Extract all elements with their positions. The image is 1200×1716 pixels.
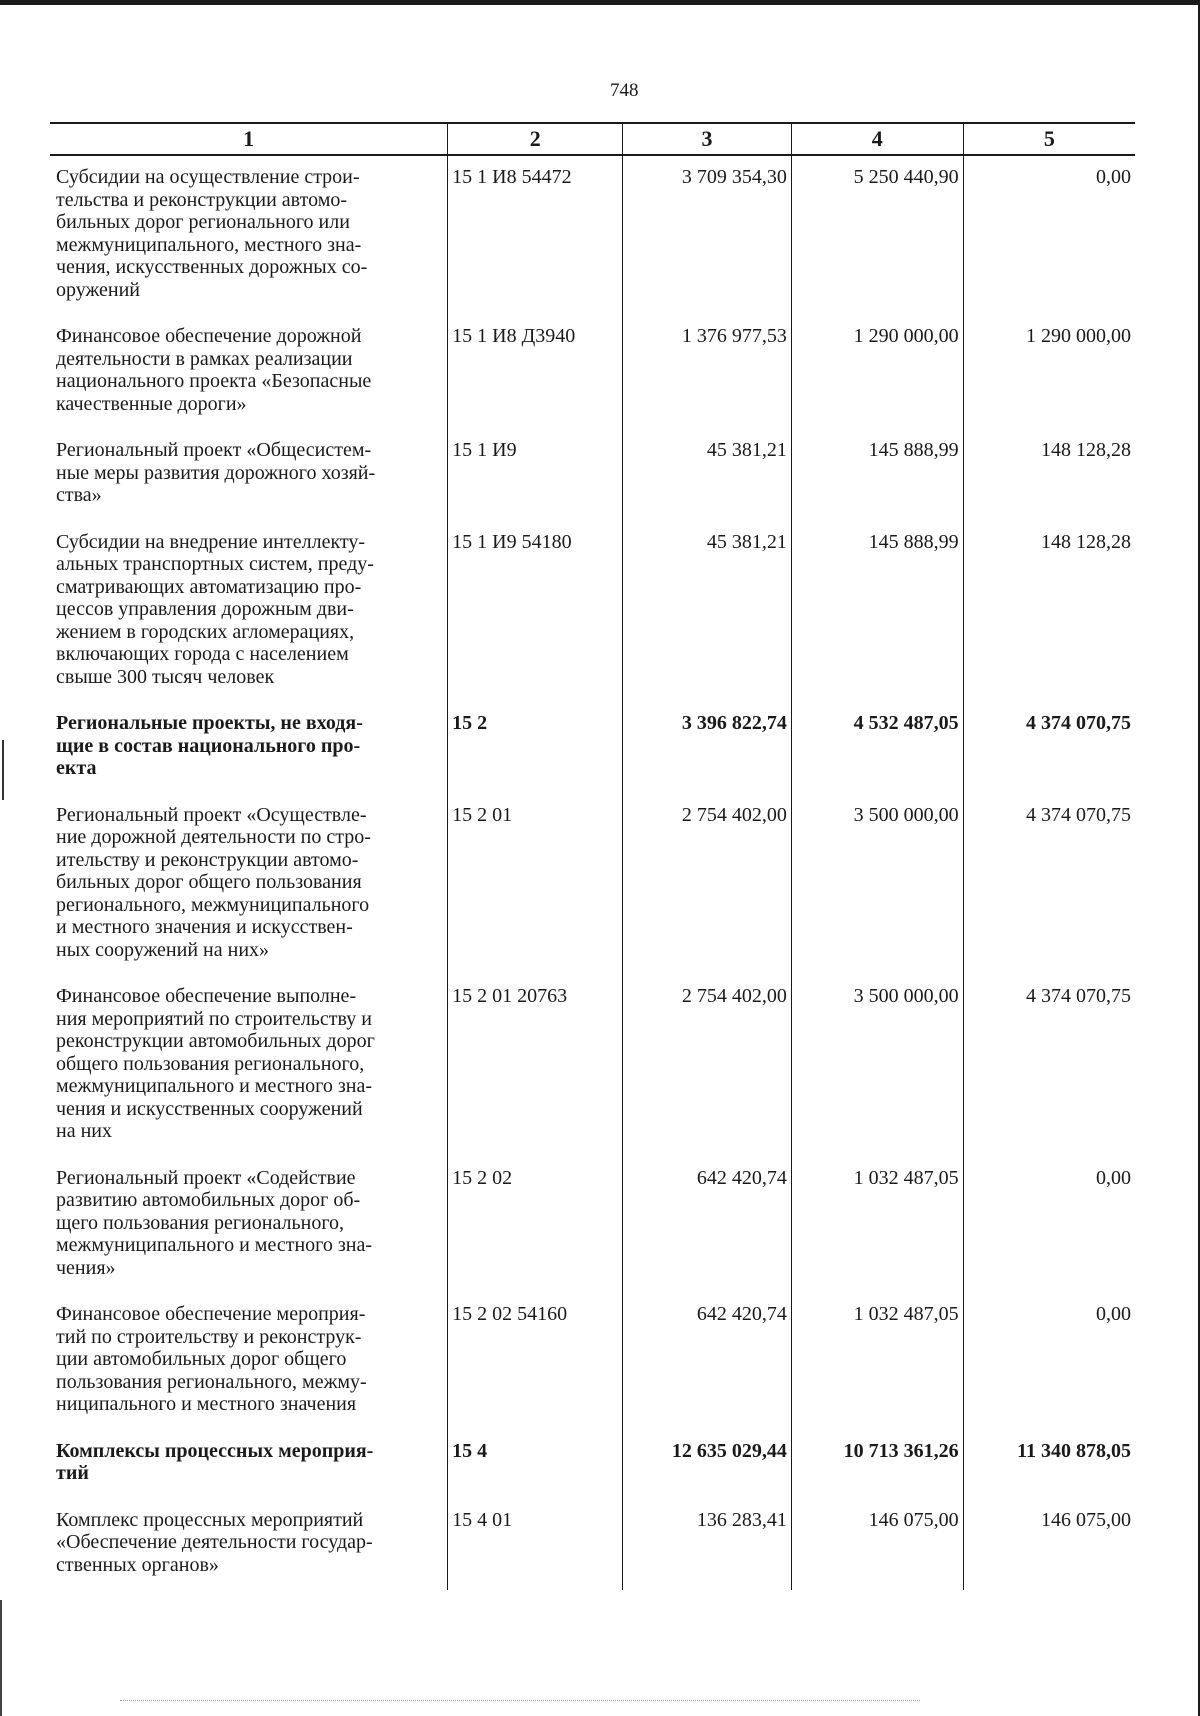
row-value-5: 1 290 000,00 bbox=[963, 315, 1135, 429]
row-value-5: 148 128,28 bbox=[963, 429, 1135, 521]
row-value-4: 1 032 487,05 bbox=[791, 1293, 963, 1430]
row-name: Субсидии на осуществление строи- тельства и реконструкции автомо- бильных дорог регионального или межмуниципального, местного зна- чения, искусственных дорожных со- оружений bbox=[56, 166, 368, 301]
row-name: Комплекс процессных мероприятий «Обеспечение деятельности государ- ственных органов» bbox=[56, 1508, 373, 1576]
table-row bbox=[50, 1499, 1135, 1591]
table-row bbox=[50, 429, 1135, 521]
row-value-5: 0,00 bbox=[963, 155, 1135, 315]
header-row bbox=[50, 123, 1135, 155]
table-row bbox=[50, 315, 1135, 429]
row-value-4: 10 713 361,26 bbox=[791, 1430, 963, 1499]
page-number: 748 bbox=[610, 80, 639, 101]
row-code: 15 1 И8 Д3940 bbox=[448, 315, 623, 429]
row-value-4: 145 888,99 bbox=[791, 521, 963, 703]
row-value-3: 45 381,21 bbox=[623, 429, 792, 521]
row-value-4: 3 500 000,00 bbox=[791, 794, 963, 976]
row-value-5: 148 128,28 bbox=[963, 521, 1135, 703]
row-value-3: 12 635 029,44 bbox=[623, 1430, 792, 1499]
row-value-4: 5 250 440,90 bbox=[791, 155, 963, 315]
row-value-5: 146 075,00 bbox=[963, 1499, 1135, 1591]
scan-noise bbox=[120, 1700, 920, 1703]
row-value-4: 3 500 000,00 bbox=[791, 975, 963, 1157]
row-value-3: 3 396 822,74 bbox=[623, 702, 792, 794]
row-value-3: 1 376 977,53 bbox=[623, 315, 792, 429]
row-code: 15 2 02 bbox=[448, 1157, 623, 1294]
column-header: 4 bbox=[791, 123, 963, 155]
budget-table bbox=[50, 122, 1135, 1590]
row-name: Финансовое обеспечение выполне- ния мероприятий по строительству и реконструкции автомобильных дорог общего пользования регионального, межмуниципального и местного зна- чения и искусственных сооружений на них bbox=[56, 985, 375, 1142]
row-value-4: 146 075,00 bbox=[791, 1499, 963, 1591]
row-value-3: 2 754 402,00 bbox=[623, 975, 792, 1157]
column-header: 2 bbox=[448, 123, 623, 155]
column-header: 1 bbox=[50, 123, 448, 155]
table-row bbox=[50, 521, 1135, 703]
row-name: Региональный проект «Общесистем- ные меры развития дорожного хозяй- ства» bbox=[56, 439, 376, 506]
top-border-line bbox=[0, 0, 1200, 5]
row-value-5: 4 374 070,75 bbox=[963, 702, 1135, 794]
row-name: Комплексы процессных мероприя- тий bbox=[56, 1439, 374, 1484]
row-value-5: 4 374 070,75 bbox=[963, 975, 1135, 1157]
row-value-4: 1 290 000,00 bbox=[791, 315, 963, 429]
row-value-3: 136 283,41 bbox=[623, 1499, 792, 1591]
table-row bbox=[50, 155, 1135, 315]
row-value-3: 2 754 402,00 bbox=[623, 794, 792, 976]
row-value-5: 11 340 878,05 bbox=[963, 1430, 1135, 1499]
row-code: 15 1 И9 bbox=[448, 429, 623, 521]
row-code: 15 2 bbox=[448, 702, 623, 794]
table-row-subtotal bbox=[50, 702, 1135, 794]
row-name: Региональный проект «Осуществле- ние дорожной деятельности по стро- ительству и реконструкции автомо- бильных дорог общего пользования регионального, межмуниципального и местного значения и искусствен- ных сооружений на них» bbox=[56, 803, 371, 961]
row-name: Финансовое обеспечение дорожной деятельности в рамках реализации национального проекта «Безопасные качественные дороги» bbox=[56, 325, 372, 415]
row-code: 15 4 bbox=[448, 1430, 623, 1499]
row-code: 15 2 01 20763 bbox=[448, 975, 623, 1157]
row-code: 15 2 01 bbox=[448, 794, 623, 976]
row-value-3: 642 420,74 bbox=[623, 1157, 792, 1294]
row-name: Финансовое обеспечение мероприя- тий по строительству и реконструк- ции автомобильных дорог общего пользования регионального, межму- ниципального и местного значения bbox=[56, 1303, 367, 1415]
column-header: 5 bbox=[963, 123, 1135, 155]
column-header: 3 bbox=[623, 123, 792, 155]
table-row bbox=[50, 1157, 1135, 1294]
row-value-3: 3 709 354,30 bbox=[623, 155, 792, 315]
row-code: 15 4 01 bbox=[448, 1499, 623, 1591]
row-value-5: 0,00 bbox=[963, 1293, 1135, 1430]
table-row-subtotal bbox=[50, 1430, 1135, 1499]
left-border-line bbox=[0, 1600, 2, 1716]
table-row bbox=[50, 794, 1135, 976]
row-code: 15 1 И9 54180 bbox=[448, 521, 623, 703]
table-row bbox=[50, 1293, 1135, 1430]
row-name: Региональный проект «Содействие развитию автомобильных дорог об- щего пользования регионального, межмуниципального и местного зна- чения» bbox=[56, 1166, 372, 1279]
row-value-5: 4 374 070,75 bbox=[963, 794, 1135, 976]
row-value-4: 4 532 487,05 bbox=[791, 702, 963, 794]
table-row bbox=[50, 975, 1135, 1157]
row-value-3: 642 420,74 bbox=[623, 1293, 792, 1430]
row-value-3: 45 381,21 bbox=[623, 521, 792, 703]
row-name: Субсидии на внедрение интеллекту- альных транспортных систем, преду- сматривающих автоматизацию про- цессов управления дорожным дви- жением в городских агломерациях, включающих города с населением свыше 300 тысяч человек bbox=[56, 530, 374, 688]
row-name: Региональные проекты, не входя- щие в состав национального про- екта bbox=[56, 712, 363, 779]
row-code: 15 1 И8 54472 bbox=[448, 155, 623, 315]
row-value-4: 1 032 487,05 bbox=[791, 1157, 963, 1294]
row-code: 15 2 02 54160 bbox=[448, 1293, 623, 1430]
row-value-5: 0,00 bbox=[963, 1157, 1135, 1294]
row-value-4: 145 888,99 bbox=[791, 429, 963, 521]
margin-mark bbox=[2, 740, 4, 800]
